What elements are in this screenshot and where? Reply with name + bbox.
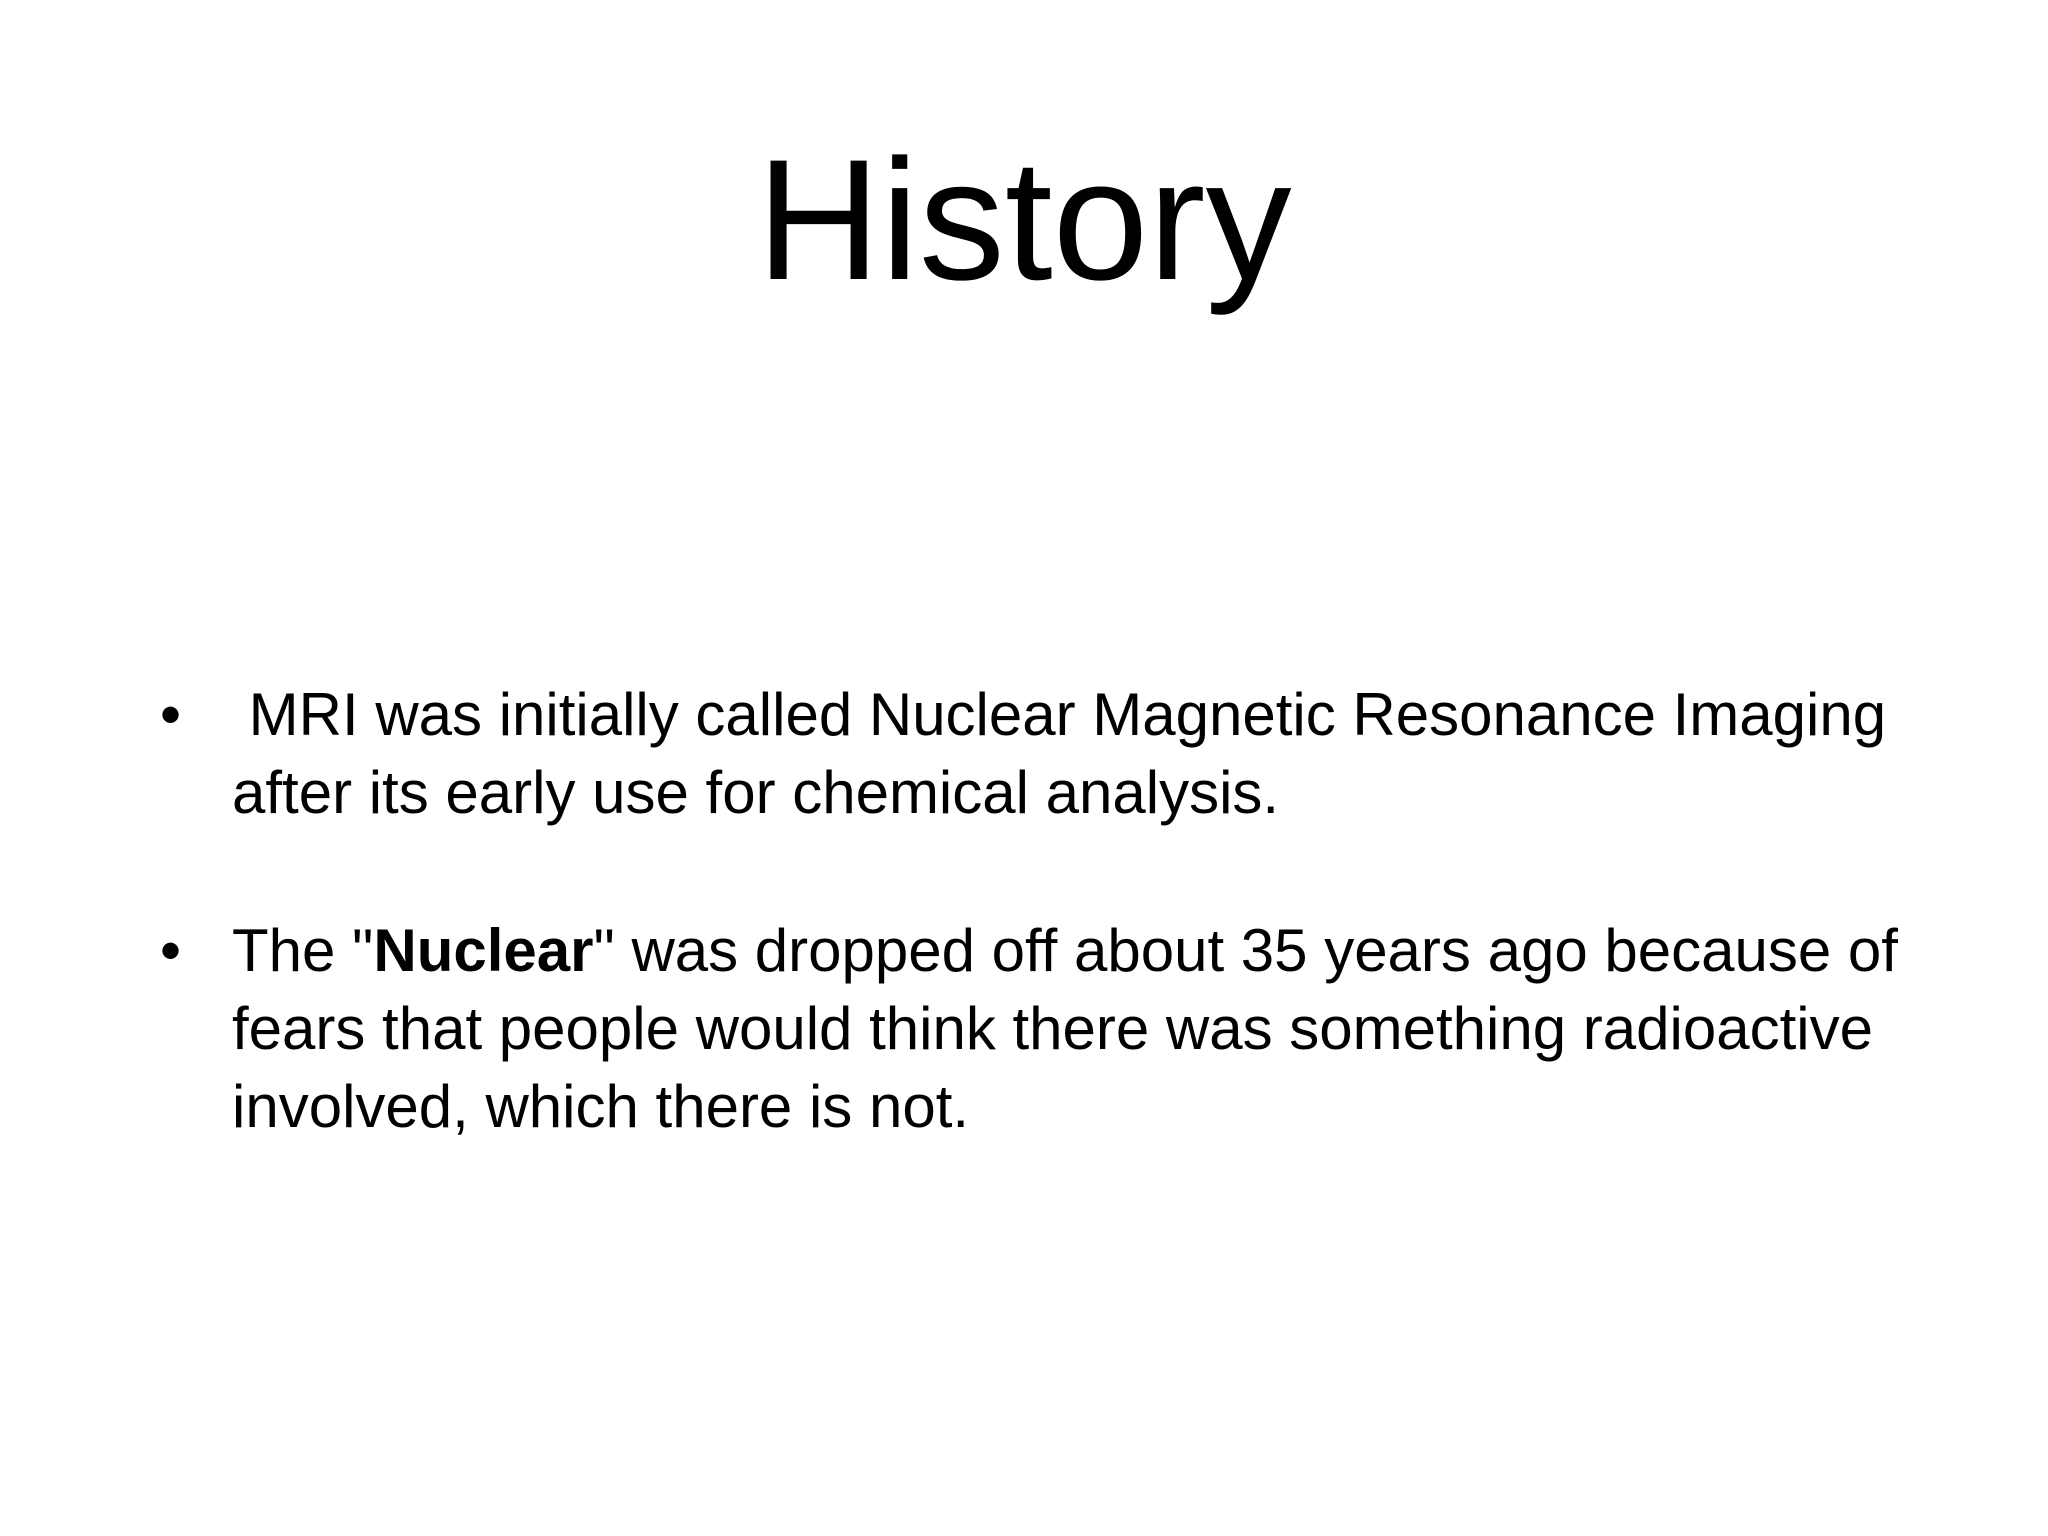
bullet-icon: •: [160, 681, 182, 748]
bullet-text-bold: Nuclear: [373, 917, 594, 984]
bullet-list: [160, 676, 1920, 1226]
bullet-item: [160, 912, 1920, 1146]
bullet-item: [160, 676, 1920, 832]
bullet-text-prefix: The ": [232, 917, 374, 984]
bullet-text: MRI was initially called Nuclear Magnetic Resonance Imaging after its early use for chemical analysis.: [232, 681, 1887, 826]
slide-title: History: [756, 124, 1292, 316]
bullet-icon: •: [160, 917, 182, 984]
bullet-leading-space: [232, 681, 249, 748]
bullet-text-suffix: " was dropped off about 35 years ago because of fears that people would think there was something radioactive involved, which there is not.: [232, 917, 1898, 1140]
